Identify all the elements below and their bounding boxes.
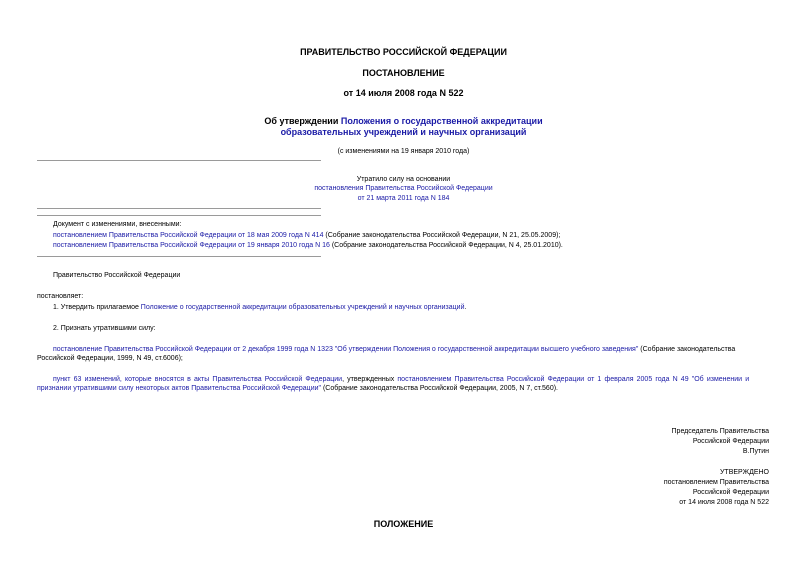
paragraph-4-line2 bbox=[37, 384, 558, 393]
approved-line2: постановлением Правительства bbox=[663, 479, 769, 486]
government-heading: ПРАВИТЕЛЬСТВО РОССИЙСКОЙ ФЕДЕРАЦИИ bbox=[300, 47, 507, 57]
regulation-heading: ПОЛОЖЕНИЕ bbox=[373, 519, 434, 529]
change-item-2-text: (Собрание законодательства Российской Федерации, N 4, 25.01.2010). bbox=[329, 242, 563, 249]
expired-line3 bbox=[0, 194, 807, 203]
changes-heading: Документ с изменениями, внесенными: bbox=[53, 221, 182, 228]
paragraph-3-line1 bbox=[53, 345, 769, 354]
paragraph-3-line2: Российской Федерации, 1999, N 49, ст.6006); bbox=[37, 355, 183, 362]
paragraph-1-link[interactable]: Положение о государственной аккредитации образовательных учреждений и научных организаций bbox=[140, 304, 465, 311]
divider bbox=[37, 215, 321, 216]
divider bbox=[37, 208, 321, 209]
title-link-line1[interactable]: Положения о государственной аккредитации bbox=[340, 116, 543, 126]
change-item-2-link[interactable]: постановлением Правительства Российской Федерации от 19 января 2010 года N 16 bbox=[53, 242, 330, 249]
title-prefix: Об утверждении bbox=[264, 116, 341, 126]
paragraph-4-link-b[interactable]: постановлением Правительства Российской Федерации от 1 февраля 2005 года N 49 "Об изменении и bbox=[397, 376, 750, 383]
expired-line2 bbox=[0, 184, 807, 193]
government-rf-text: Правительство Российской Федерации bbox=[53, 272, 181, 279]
paragraph-1-suffix: . bbox=[464, 304, 467, 311]
signature-line2: Российской Федерации bbox=[692, 438, 769, 445]
divider bbox=[37, 160, 321, 161]
signature-line1: Председатель Правительства bbox=[671, 428, 769, 435]
paragraph-4-text-b: (Собрание законодательства Российской Федерации, 2005, N 7, ст.560). bbox=[321, 385, 558, 392]
divider bbox=[37, 256, 321, 257]
paragraph-3-link[interactable]: постановление Правительства Российской Федерации от 2 декабря 1999 года N 1323 "Об утверждении Положения о государственной аккредитации высшего учебного заведения" bbox=[53, 346, 639, 353]
date-number-heading: от 14 июля 2008 года N 522 bbox=[343, 88, 464, 98]
change-item-1-link[interactable]: постановлением Правительства Российской Федерации от 18 мая 2009 года N 414 bbox=[53, 232, 324, 239]
amended-note: (с изменениями на 19 января 2010 года) bbox=[337, 148, 470, 155]
title-link-line2[interactable]: образовательных учреждений и научных организаций bbox=[280, 127, 527, 137]
paragraph-1 bbox=[53, 303, 466, 312]
paragraph-2: 2. Признать утратившими силу: bbox=[53, 325, 156, 332]
paragraph-4-line1 bbox=[53, 375, 749, 384]
change-item-2 bbox=[53, 241, 563, 250]
paragraph-4-link-a[interactable]: пункт 63 изменений, которые вносятся в акты Правительства Российской Федерации bbox=[53, 376, 343, 383]
approved-line4: от 14 июля 2008 года N 522 bbox=[679, 499, 769, 506]
paragraph-3-text: (Собрание законодательства bbox=[638, 346, 736, 353]
approved-line3: Российской Федерации bbox=[692, 489, 769, 496]
signature-name: В.Путин bbox=[742, 448, 769, 455]
approved-heading: УТВЕРЖДЕНО bbox=[719, 469, 769, 476]
doc-type-heading: ПОСТАНОВЛЕНИЕ bbox=[362, 68, 445, 78]
change-item-1 bbox=[53, 231, 560, 240]
document-title-line2 bbox=[0, 126, 807, 138]
change-item-1-text: (Собрание законодательства Российской Федерации, N 21, 25.05.2009); bbox=[323, 232, 561, 239]
paragraph-4-text-a: , утвержденных bbox=[342, 376, 398, 383]
expired-link-line3[interactable]: от 21 марта 2011 года N 184 bbox=[357, 195, 450, 202]
expired-line1: Утратило силу на основании bbox=[356, 176, 451, 183]
paragraph-4-link-c[interactable]: признании утратившими силу некоторых актов Правительства Российской Федерации" bbox=[37, 385, 321, 392]
resolves-text: постановляет: bbox=[37, 293, 84, 300]
expired-link-line2[interactable]: постановления Правительства Российской Федерации bbox=[314, 185, 493, 192]
paragraph-1-prefix: 1. Утвердить прилагаемое bbox=[53, 304, 141, 311]
